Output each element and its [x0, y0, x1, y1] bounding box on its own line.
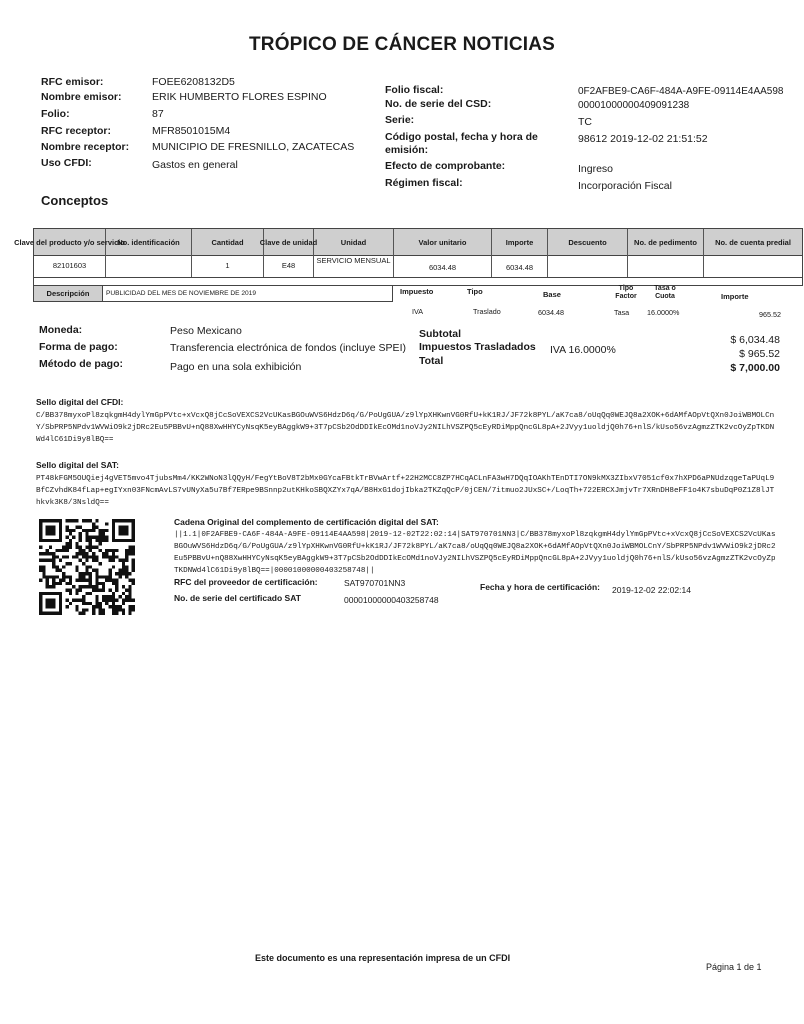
- fecha-certificacion-value: 2019-12-02 22:02:14: [612, 585, 691, 595]
- imp-header-tipo-factor: Tipo Factor: [615, 285, 637, 300]
- efecto-value: Ingreso: [578, 163, 614, 175]
- rfc-emisor-label: RFC emisor:: [41, 76, 104, 88]
- subtotal-label: Subtotal: [419, 328, 461, 340]
- folio-value: 87: [152, 108, 164, 120]
- conceptos-data-row: [34, 255, 802, 278]
- header-clave-unidad: Clave de unidad: [264, 229, 314, 255]
- serie-csd-label: No. de serie del CSD:: [385, 98, 492, 110]
- total-value: $ 7,000.00: [730, 362, 780, 374]
- imp-cell-tasa: 16.0000%: [647, 308, 680, 317]
- cp-fecha-label-1: Código postal, fecha y hora de: [385, 131, 538, 143]
- header-unidad: Unidad: [314, 229, 394, 255]
- imp-header-tasa-cuota: Tasa o Cuota: [654, 285, 676, 300]
- uso-cfdi-label: Uso CFDI:: [41, 157, 92, 169]
- header-valor-unitario: Valor unitario: [394, 229, 492, 255]
- total-label: Total: [419, 355, 444, 367]
- header-cuenta-predial: No. de cuenta predial: [715, 237, 791, 247]
- descripcion-label: Descripción: [33, 285, 103, 302]
- metodo-pago-label: Método de pago:: [39, 358, 123, 370]
- folio-label: Folio:: [41, 108, 70, 120]
- cell-descuento: [548, 255, 628, 277]
- efecto-label: Efecto de comprobante:: [385, 160, 506, 172]
- cell-clave-unidad: E48: [264, 255, 314, 277]
- sello-cfdi-label: Sello digital del CFDI:: [36, 397, 124, 407]
- fecha-certificacion-label: Fecha y hora de certificación:: [480, 582, 600, 592]
- nombre-receptor-label: Nombre receptor:: [41, 141, 130, 153]
- nombre-emisor-label: Nombre emisor:: [41, 91, 122, 103]
- cell-clave: 82101603: [34, 255, 106, 277]
- sello-cfdi-value: C/BB378myxoPl8zqkgmH4dylYmGpPVtc+xVcxQ8jCcSoVEXCS2VcUKasBGOuWVS6HdzD6q/G/PoUgGUA/z9lYpXHKwnVG0RfU+kK1RJ/JF72k8PYL/aK7ca8/oUqQq0WEJQ8a2XOK+6dAMfAOpVtQXn0JoiWBMOLCnY/SbPRP5NPdv1WVWiO9k2jDRc2Eu5PBBvU+nQ88XwHHYCyNsqK5eyBAggkW9+3T7pCSb2OdDDIkEcOMd1noVJy2NILhVSZPQ5cEyRDiMppQncGL8pA+2JVyy1uoldjQ0h76+nlS/kUso56vzAgmzZTK2vcOyZpTKDNWd4lC61Di9y8lBQ==: [36, 412, 775, 444]
- cadena-original-label: Cadena Original del complemento de certificación digital del SAT:: [174, 517, 439, 527]
- imp-header-tipo: Tipo: [467, 287, 483, 296]
- header-no-pedimento: No. de pedimento: [628, 229, 704, 255]
- imp-header-impuesto: Impuesto: [400, 287, 434, 296]
- serie-label: Serie:: [385, 114, 415, 126]
- imp-cell-importe: 965.52: [759, 310, 781, 319]
- serie-value: TC: [578, 116, 592, 128]
- uso-cfdi-value: Gastos en general: [152, 159, 238, 171]
- header-cantidad: Cantidad: [192, 229, 264, 255]
- serie-csd-value: 00001000000409091238: [578, 100, 690, 111]
- cp-fecha-label-2: emisión:: [385, 144, 429, 156]
- cell-importe: 6034.48: [492, 255, 548, 277]
- conceptos-heading: Conceptos: [41, 193, 109, 208]
- cp-fecha-value: 98612 2019-12-02 21:51:52: [578, 133, 708, 145]
- cell-valor-unitario: 6034.48: [394, 255, 492, 277]
- cell-cantidad: 1: [192, 255, 264, 277]
- imp-cell-tipo: Traslado: [473, 307, 501, 316]
- rfc-proveedor-value: SAT970701NN3: [344, 578, 406, 588]
- nombre-receptor-value: MUNICIPIO DE FRESNILLO, ZACATECAS: [152, 141, 355, 153]
- conceptos-header-row: [14, 229, 802, 256]
- serie-certificado-value: 00001000000403258748: [344, 595, 439, 605]
- header-importe: Importe: [492, 229, 548, 255]
- sello-sat-value: PT48kFGM5OUQiej4gVET5mvo4TjubsMm4/KK2WNoN3lQQyH/FegYtBoV8T2bMx0GYcaFBtkTrBVwArtf+22H2MCC8ZP7HCqACLnFA3wH7DQqIOAKhTEnDTI7ON9kMX3ZIbxV7051cf0x7hXPD6aPNUdzqgeTaPUqL9BfCZvhdK84fLap+egIYxn03FNcmAvLS7vUNyXa5u7Bf7ERpe9BSnnp2utKHkoSBQXZYx7qA/B8HxG1dojIbka2TKZqQcP/0jCEN/7itmuo2JUxSC+/LoqTh+722ERCXJmjvTr7XRnDH8eFF1o4K7sbuDqP0Z1Z8lJThkvk3K8/3NsldQ==: [36, 475, 775, 507]
- serie-certificado-label: No. de serie del certificado SAT: [174, 593, 301, 603]
- folio-fiscal-value: 0F2AFBE9-CA6F-484A-A9FE-09114E4AA598: [578, 86, 784, 97]
- regimen-value: Incorporación Fiscal: [578, 180, 672, 192]
- impuestos-tipo: IVA 16.0000%: [550, 344, 616, 356]
- cadena-original-value: ||1.1|0F2AFBE9-CA6F-484A-A9FE-09114E4AA598|2019-12-02T22:02:14|SAT970701NN3|C/BB378myxoPl8zqkgmH4dylYmGpPVtc+xVcxQ8jCcSoVEXCS2VcUKasBGOuWVS6HdzD6q/G/PoUgGUA/z9lYpXHKwnVG0RfU+kK1RJ/JF72k8PYL/aK7ca8/oUqQq0WEJQ8a2XOK+6dAMfAOpVtQXn0JoiWBMOLCnY/SbPRP5NPdv1WVWiO9k2jDRc2Eu5PBBvU+nQ88XwHHYCyNsqK5eyBAggkW9+3T7pCSb2OdDDIkEcOMd1noVJy2NILhVSZPQ5cEyRDiMppQncGL8pA+2JVyy1uoldjQ0h76+nlS/kUso56vzAgmzZTK2vcOyZpTKDNWd4lC61Di9y8lBQ==|00001000000403258748||: [174, 531, 776, 575]
- descripcion-value: PUBLICIDAD DEL MES DE NOVIEMBRE DE 2019: [103, 285, 393, 302]
- impuestos-trasladados-label: Impuestos Trasladados: [419, 341, 536, 353]
- moneda-value: Peso Mexicano: [170, 325, 242, 337]
- metodo-pago-value: Pago en una sola exhibición: [170, 361, 302, 373]
- conceptos-table: [14, 228, 803, 286]
- header-no-identificacion: No. identificación: [106, 229, 192, 255]
- cell-no-identificacion: [106, 255, 192, 277]
- nombre-emisor-value: ERIK HUMBERTO FLORES ESPINO: [152, 91, 327, 103]
- cell-cuenta-predial: [704, 255, 802, 277]
- imp-header-base: Base: [543, 290, 561, 299]
- impuestos-value: $ 965.52: [739, 348, 780, 360]
- page-number: Página 1 de 1: [706, 962, 762, 972]
- subtotal-value: $ 6,034.48: [730, 334, 780, 346]
- footer-leyenda: Este documento es una representación impresa de un CFDI: [255, 953, 511, 963]
- header-descuento: Descuento: [548, 229, 628, 255]
- rfc-proveedor-label: RFC del proveedor de certificación:: [174, 577, 318, 587]
- rfc-receptor-label: RFC receptor:: [41, 125, 112, 137]
- rfc-emisor-value: FOEE6208132D5: [152, 76, 235, 88]
- rfc-receptor-value: MFR8501015M4: [152, 125, 231, 137]
- qr-code-icon: [39, 519, 135, 615]
- imp-header-importe: Importe: [721, 292, 749, 301]
- forma-pago-label: Forma de pago:: [39, 341, 118, 353]
- imp-cell-tipo-factor: Tasa: [614, 308, 630, 317]
- forma-pago-value: Transferencia electrónica de fondos (incluye SPEI): [170, 342, 406, 354]
- sello-sat-label: Sello digital del SAT:: [36, 460, 119, 470]
- moneda-label: Moneda:: [39, 324, 83, 336]
- document-title: TRÓPICO DE CÁNCER NOTICIAS: [248, 34, 556, 55]
- cell-unidad: SERVICIO MENSUAL: [314, 255, 394, 277]
- regimen-label: Régimen fiscal:: [385, 177, 463, 189]
- cell-no-pedimento: [628, 255, 704, 277]
- header-clave-producto: Clave del producto y/o servicio: [34, 229, 106, 255]
- imp-cell-base: 6034.48: [538, 308, 564, 317]
- folio-fiscal-label: Folio fiscal:: [385, 84, 444, 96]
- imp-cell-impuesto: IVA: [412, 307, 424, 316]
